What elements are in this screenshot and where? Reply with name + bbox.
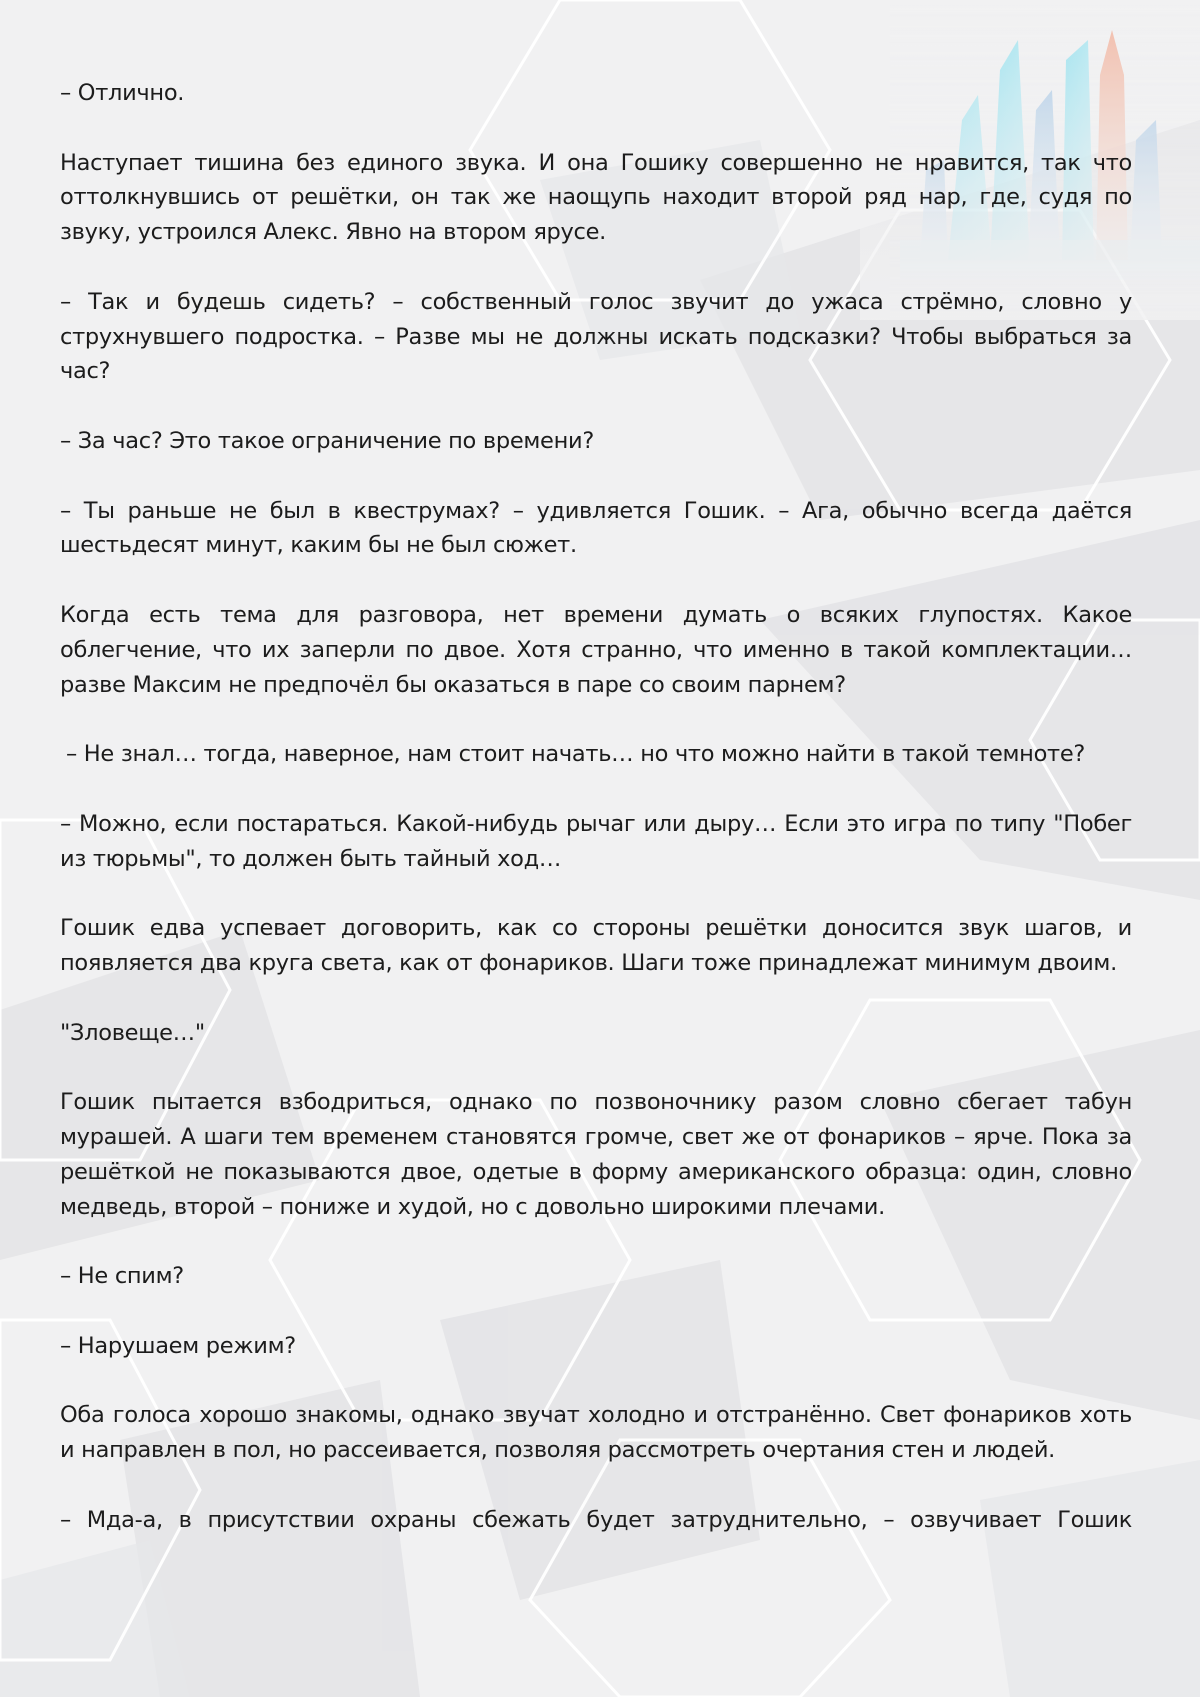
paragraph-10: "Зловеще…" [60, 1019, 205, 1046]
paragraph-8: – Можно, если постараться. Какой-нибудь рычаг или дыру… Если это игра по типу "Побег из тюрьмы", то должен быть тайный ход… [60, 810, 1132, 872]
paragraph-7: – Не знал… тогда, наверное, нам стоит начать… но что можно найти в такой темноте? [66, 741, 1086, 768]
paragraph-3: – Так и будешь сидеть? – собственный голос звучит до ужаса стрёмно, словно у струхнувшего подростка. – Разве мы не должны искать подсказки? Чтобы выбраться за час? [60, 288, 1132, 385]
document-body [60, 76, 1132, 1537]
paragraph-1: – Отлично. [60, 80, 185, 106]
paragraph-4: – За час? Это такое ограничение по времени? [60, 427, 594, 454]
paragraph-5: – Ты раньше не был в квеструмах? – удивляется Гошик. – Ага, обычно всегда даётся шестьдесят минут, каким бы не был сюжет. [60, 497, 1132, 559]
paragraph-9: Гошик едва успевает договорить, как со стороны решётки доносится звук шагов, и появляется два круга света, как от фонариков. Шаги тоже принадлежат минимум двоим. [60, 915, 1132, 976]
paragraph-12: – Не спим? [60, 1263, 184, 1290]
paragraph-13: – Нарушаем режим? [60, 1332, 296, 1359]
paragraph-11: Гошик пытается взбодриться, однако по позвоночнику разом словно сбегает табун мурашей. А шаги тем временем становятся громче, свет же от фонариков – ярче. Пока за решёткой не показываются двое, одетые в форму американского образца: один, словно медведь, второй – пониже и худой, но с довольно широкими плечами. [60, 1089, 1132, 1220]
paragraph-15: – Мда-а, в присутствии охраны сбежать будет затруднительно, – озвучивает Гошик [60, 1506, 1132, 1533]
paragraph-6: Когда есть тема для разговора, нет времени думать о всяких глупостях. Какое облегчение, что их заперли по двое. Хотя странно, что именно в такой комплектации… разве Максим не предпочёл бы оказаться в паре со своим парнем? [60, 601, 1132, 698]
paragraph-14: Оба голоса хорошо знакомы, однако звучат холодно и отстранённо. Свет фонариков хоть и направлен в пол, но рассеивается, позволяя рассмотреть очертания стен и людей. [60, 1402, 1132, 1464]
paragraph-2: Наступает тишина без единого звука. И она Гошику совершенно не нравится, так что оттолкнувшись от решётки, он так же наощупь находит второй ряд нар, где, судя по звуку, устроился Алекс. Явно на втором ярусе. [60, 149, 1132, 246]
